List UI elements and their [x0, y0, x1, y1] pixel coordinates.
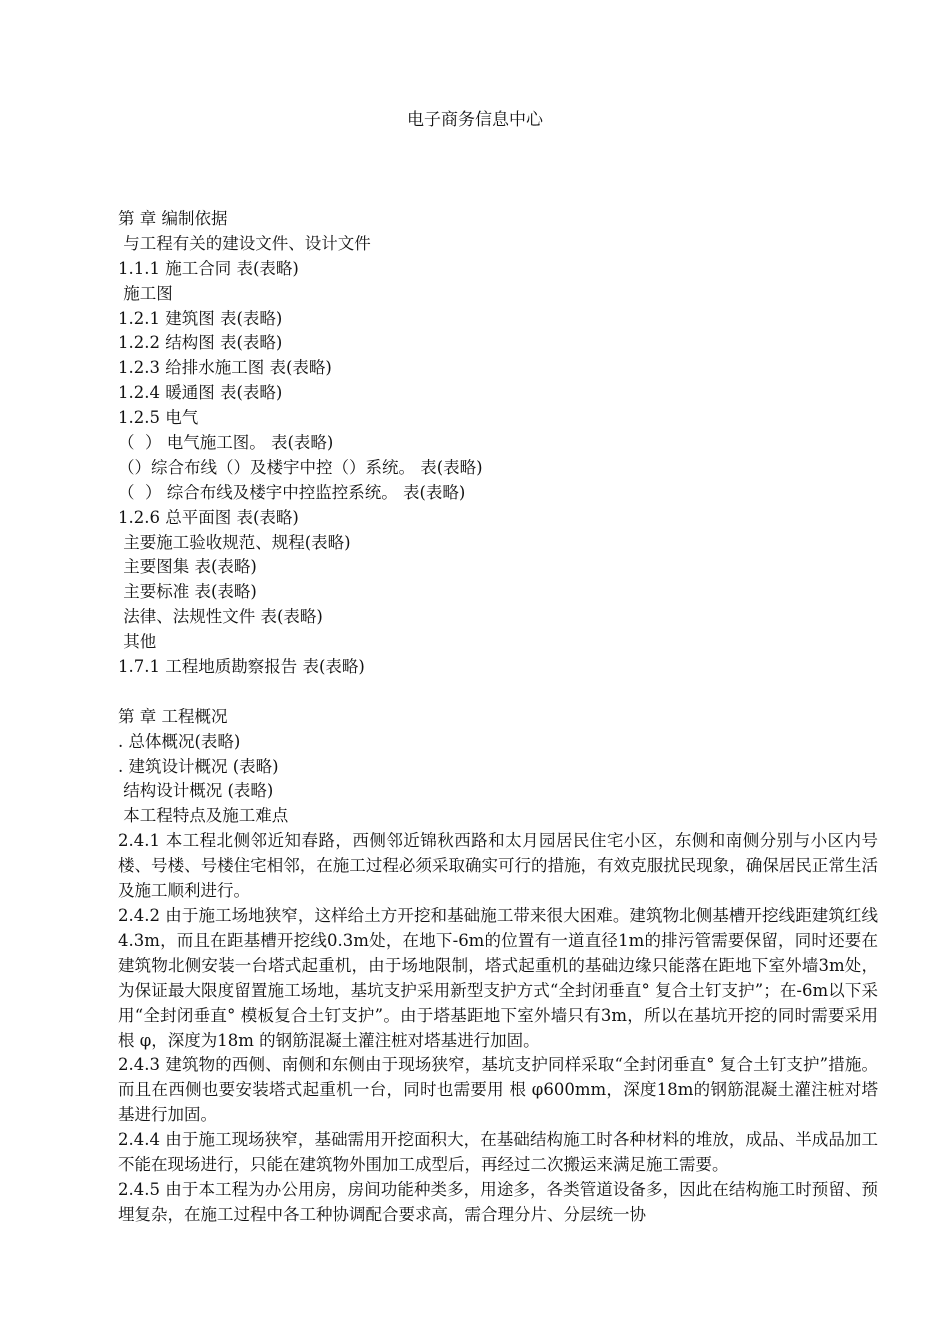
text-line: 1.2.1 建筑图 表(表略)	[118, 308, 283, 328]
text-line: 1.2.3 给排水施工图 表(表略)	[118, 358, 332, 378]
text-line: 主要图集 表(表略)	[118, 557, 257, 577]
text-line: 与工程有关的建设文件、设计文件	[118, 233, 371, 253]
text-line: . 总体概况(表略)	[118, 731, 241, 751]
text-line: 1.2.2 结构图 表(表略)	[118, 333, 283, 353]
paragraph: 2.4.3 建筑物的西侧、南侧和东侧由于现场狭窄，基坑支护同样采取“全封闭垂直° 复合土钉支护”措施。而且在西侧也要安装塔式起重机一台，同时也需要用 根 φ600mm，深度18m的钢筋混凝土灌注桩对塔基进行加固。	[118, 1055, 878, 1125]
paragraph: 2.4.2 由于施工场地狭窄，这样给土方开挖和基础施工带来很大困难。建筑物北侧基槽开挖线距建筑红线4.3m，而且在距基槽开挖线0.3m处，在地下-6m的位置有一道直径1m的排污管需要保留，同时还要在建筑物北侧安装一台塔式起重机，由于场地限制，塔式起重机的基础边缘只能落在距地下室外墙3m处，为保证最大限度留置施工场地，基坑支护采用新型支护方式“全封闭垂直° 复合土钉支护”；在-6m以下采用“全封闭垂直° 模板复合土钉支护”。由于塔基距地下室外墙只有3m，所以在基坑开挖的同时需要采用 根 φ，深度为18m 的钢筋混凝土灌注桩对塔基进行加固。	[118, 905, 878, 1050]
text-line: 1.2.5 电气	[118, 408, 199, 428]
text-line: 1.2.4 暖通图 表(表略)	[118, 383, 283, 403]
text-line: . 建筑设计概况 (表略)	[118, 756, 279, 776]
text-line: （ ） 综合布线及楼宇中控监控系统。 表(表略)	[118, 482, 466, 502]
text-line: 第 章 编制依据	[118, 209, 228, 228]
text-line: 主要标准 表(表略)	[118, 582, 257, 602]
paragraph: 2.4.4 由于施工现场狭窄，基础需用开挖面积大，在基础结构施工时各种材料的堆放，成品、半成品加工不能在现场进行，只能在建筑物外围加工成型后，再经过二次搬运来满足施工需要。	[118, 1130, 878, 1175]
text-line: 其他	[118, 632, 157, 652]
text-line: （ ） 电气施工图。 表(表略)	[118, 433, 334, 453]
text-line: 1.2.6 总平面图 表(表略)	[118, 507, 299, 527]
paragraph: 2.4.1 本工程北侧邻近知春路，西侧邻近锦秋西路和太月园居民住宅小区，东侧和南侧分别与小区内号楼、号楼、号楼住宅相邻，在施工过程必须采取确实可行的措施，有效克服扰民现象，确保居民正常生活及施工顺利进行。	[118, 831, 878, 901]
text-line: 第 章 工程概况	[118, 706, 228, 726]
text-line: （）综合布线（）及楼宇中控（）系统。 表(表略)	[118, 457, 483, 477]
page-header: 电子商务信息中心	[407, 110, 543, 130]
text-line: 1.1.1 施工合同 表(表略)	[118, 258, 299, 278]
text-line: 本工程特点及施工难点	[118, 806, 289, 826]
paragraph: 2.4.5 由于本工程为办公用房，房间功能种类多，用途多，各类管道设备多，因此在结构施工时预留、预埋复杂，在施工过程中各工种协调配合要求高，需合理分片、分层统一协	[118, 1179, 878, 1224]
text-line: 结构设计概况 (表略)	[118, 781, 274, 801]
blank-line	[118, 680, 878, 705]
text-line: 施工图	[118, 283, 173, 303]
text-line: 主要施工验收规范、规程(表略)	[118, 532, 351, 552]
document-body	[118, 207, 878, 1228]
text-line: 1.7.1 工程地质勘察报告 表(表略)	[118, 657, 365, 677]
text-line: 法律、法规性文件 表(表略)	[118, 607, 323, 627]
